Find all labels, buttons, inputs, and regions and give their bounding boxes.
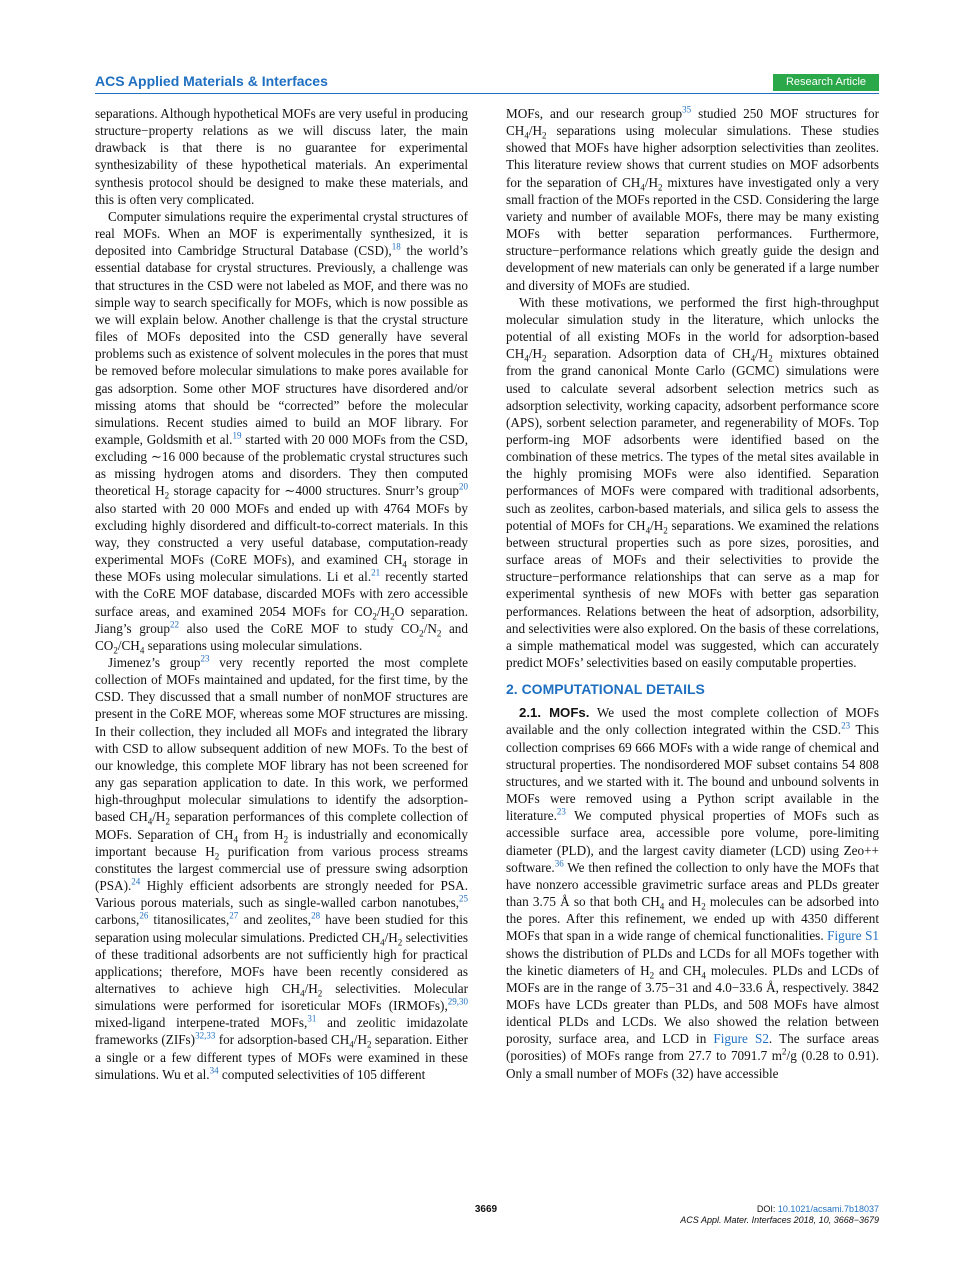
section-heading: 2. COMPUTATIONAL DETAILS: [506, 681, 705, 698]
page-number: 3669: [474, 1204, 498, 1215]
doi-link[interactable]: 10.1021/acsami.7b18037: [777, 1204, 879, 1214]
paragraph: Computer simulations require the experimental crystal structures of real MOFs. When an MOF is experimentally synthesized, it is deposited into Cambridge Structural Database (CSD),$^{18}$ the world’s essential database for crystal structures. Previously, a challenge was that structures in the CSD were not labeled as MOF, and there was no simple way to search specifically for MOFs, which is now possible as we will explain below. Another challenge is that the crystal structure files of MOFs deposited into the CSD generally have several problems such as existence of solvent molecules in the pores that must be removed before molecular simulations to make pores available for gas adsorption. Some other MOF structures have disordered and/or missing atoms that should be “corrected” before the molecular simulations. Recent studies aimed to build an MOF library. For example, Goldsmith et al.$^{19}$ started with 20 000 MOFs from the CSD, excluding ∼16 000 because of the problematic crystal structures such as missing hydrogen atoms and disorders. They then computed theoretical $H_2$ storage capacity for ∼4000 structures. Snurr’s group$^{20}$ also started with 20 000 MOFs and ended up with 4764 MOFs by excluding highly disordered and difficult-to-correct materials. In this way, they constructed a very useful database, computation-ready experimental MOFs (CoRE MOFs), and examined $CH_4$ storage in these MOFs using molecular simulations. Li et al.$^{21}$ recently started with the CoRE MOF database, discarded MOFs with zero accessible surface areas, and examined 2054 MOFs for $CO_2/H_2O$ separation. Jiang’s group$^{22}$ also used the CoRE MOF to study $CO_2/N_2$ and $CO_2/CH_4$ separations using molecular simulations.: [95, 208, 469, 656]
paragraph: With these motivations, we performed the first high-throughput molecular simulation study in the literature, which unlocks the potential of all existing MOFs in the world for adsorption-based $CH_4/H_2$ separation. Adsorption data of $CH_4/H_2$ mixtures obtained from the grand canonical Monte Carlo (GCMC) simulations were used to calculate several adsorbent selection metrics such as adsorption selectivity, working capacity, adsorbent performance score (APS), sorbent selection parameter, and regenerability of MOFs. Top perform-ing MOF adsorbents were identified based on the combination of these metrics. The types of the metal sites available in the highly promising MOFs were also identified. Separation performances of MOFs were compared with traditional adsorbents, such as zeolites, carbon-based materials, and silica gels to assess the potential of MOFs for $CH_4/H_2$ separations. We examined the relations between structural properties such as pore sizes, porosities, and surface areas of MOFs and their selectivities to provide the structure−performance relationships that can serve as a map for experimental synthesis of new MOFs with better gas separation performances. Relations between the heat of adsorption, adsorbility, and selectivities were also explored. On the basis of these correlations, a simple mathematical model was suggested, which can accurately predict MOFs’ selectivities based on easily computable properties.: [506, 294, 879, 670]
paragraph: separations. Although hypothetical MOFs are very useful in producing structure−property relations as we will discuss later, the main drawback is that there is no guarantee for experimental synthesizability of these hypothetical materials. An experimental synthesis protocol should be designed to make these materials, and this is often very complicated.: [95, 106, 468, 207]
footer-citation: [680, 1204, 879, 1226]
subsection-heading: 2.1. MOFs.: [519, 705, 590, 721]
paragraph: 2.1. MOFs. We used the most complete collection of MOFs available and the only collection integrated within the CSD.$^{23}$ This collection comprises 69 666 MOFs with a wide range of chemical and structural properties. The nondisordered MOF subset contains 54 808 structures, and we started with it. The bound and unbound solvents in MOFs were removed using a Python script available in the literature.$^{23}$ We computed physical properties of MOFs such as accessible surface area, accessible pore volume, pore-limiting diameter (PLD), and the largest cavity diameter (LCD) using Zeo++ software.$^{36}$ We then refined the collection to only have the MOFs that have nonzero accessible gravimetric surface areas and PLDs greater than 3.75 Å so that both $CH_4$ and $H_2$ molecules can be adsorbed into the pores. After this refinement, we ended up with 4350 different MOFs that span in a wide range of chemical functionalities. Figure S1 shows the distribution of PLDs and LCDs for all MOFs together with the kinetic diameters of $H_2$ and $CH_4$ molecules. PLDs and LCDs of MOFs are in the range of 3.75−31 and 4.0−33.6 Å, respectively. 3842 MOFs have LCDs greater than PLDs, and 508 MOFs have almost identical PLDs and LCDs. We also showed the relation between porosity, surface area, and LCD in Figure S2. The surface areas (porosities) of MOFs range from 27.7 to 7091.7 $m^2/g$ (0.28 to 0.91). Only a small number of MOFs (32) have accessible: [506, 705, 880, 1081]
doi-label: DOI:: [756, 1204, 778, 1214]
paragraph: Jimenez’s group$^{23}$ very recently reported the most complete collection of MOFs maintained and updated, for the first time, by the CSD. They discussed that a small number of nonMOF structures are present in the CoRE MOF, whereas some MOF structures are missing. In their collection, they included all MOFs and integrated the library with CSD to allow subsequent addition of new MOFs. To the best of our knowledge, this complete MOF library has not been screened for any gas separation application to date. In this work, we performed high-throughput molecular simulations to identify the adsorption-based $CH_4/H_2$ separation performances of this complete collection of MOFs. Separation of $CH_4$ from $H_2$ is industrially and economically important because $H_2$ purification from various process streams constitutes the largest commercial use of pressure swing adsorption (PSA).$^{24}$ Highly efficient adsorbents are strongly needed for PSA. Various porous materials, such as single-walled carbon nanotubes,$^{25}$ carbons,$^{26}$ titanosilicates,$^{27}$ and zeolites,$^{28}$ have been studied for this separation using molecular simulations. Predicted $CH_4/H_2$ selectivities of these traditional adsorbents are not sufficiently high for practical applications; therefore, MOFs have been recently considered as alternatives to achieve high $CH_4/H_2$ selectivities. Molecular simulations were performed for isoreticular MOFs (IRMOFs),$^{29,30}$ mixed-ligand interpene-trated MOFs,$^{31}$ and zeolitic imidazolate frameworks (ZIFs)$^{32,33}$ for adsorption-based $CH_4/H_2$ separation. Either a single or a few different types of MOFs were examined in these simulations. Wu et al.$^{34}$ computed selectivities of 105 different: [95, 653, 468, 1082]
paragraph: MOFs, and our research group$^{35}$ studied 250 MOF structures for $CH_4/H_2$ separations using molecular simulations. These studies showed that MOFs have higher adsorption selectivities than zeolites. This literature review shows that current studies on MOF adsorbents for the separation of $CH_4/H_2$ mixtures have investigated only a very small fraction of the MOFs reported in the CSD. Considering the large variety and number of available MOFs, there may be many existing MOFs with better separation performances. Furthermore, structure−performance relations which greatly guide the design and development of new materials can only be generated if a large number and diversity of MOFs are studied.: [506, 104, 880, 293]
right-column: [506, 105, 879, 1082]
citation-text: ACS Appl. Mater. Interfaces 2018, 10, 3668−3679: [680, 1215, 879, 1225]
article-type-badge: Research Article: [773, 74, 879, 91]
figure-s2-link[interactable]: Figure S2: [713, 1031, 769, 1047]
journal-title: ACS Applied Materials & Interfaces: [95, 73, 328, 89]
figure-s1-link[interactable]: Figure S1: [827, 928, 879, 944]
header-rule: [95, 93, 879, 94]
left-column: [95, 105, 468, 1083]
